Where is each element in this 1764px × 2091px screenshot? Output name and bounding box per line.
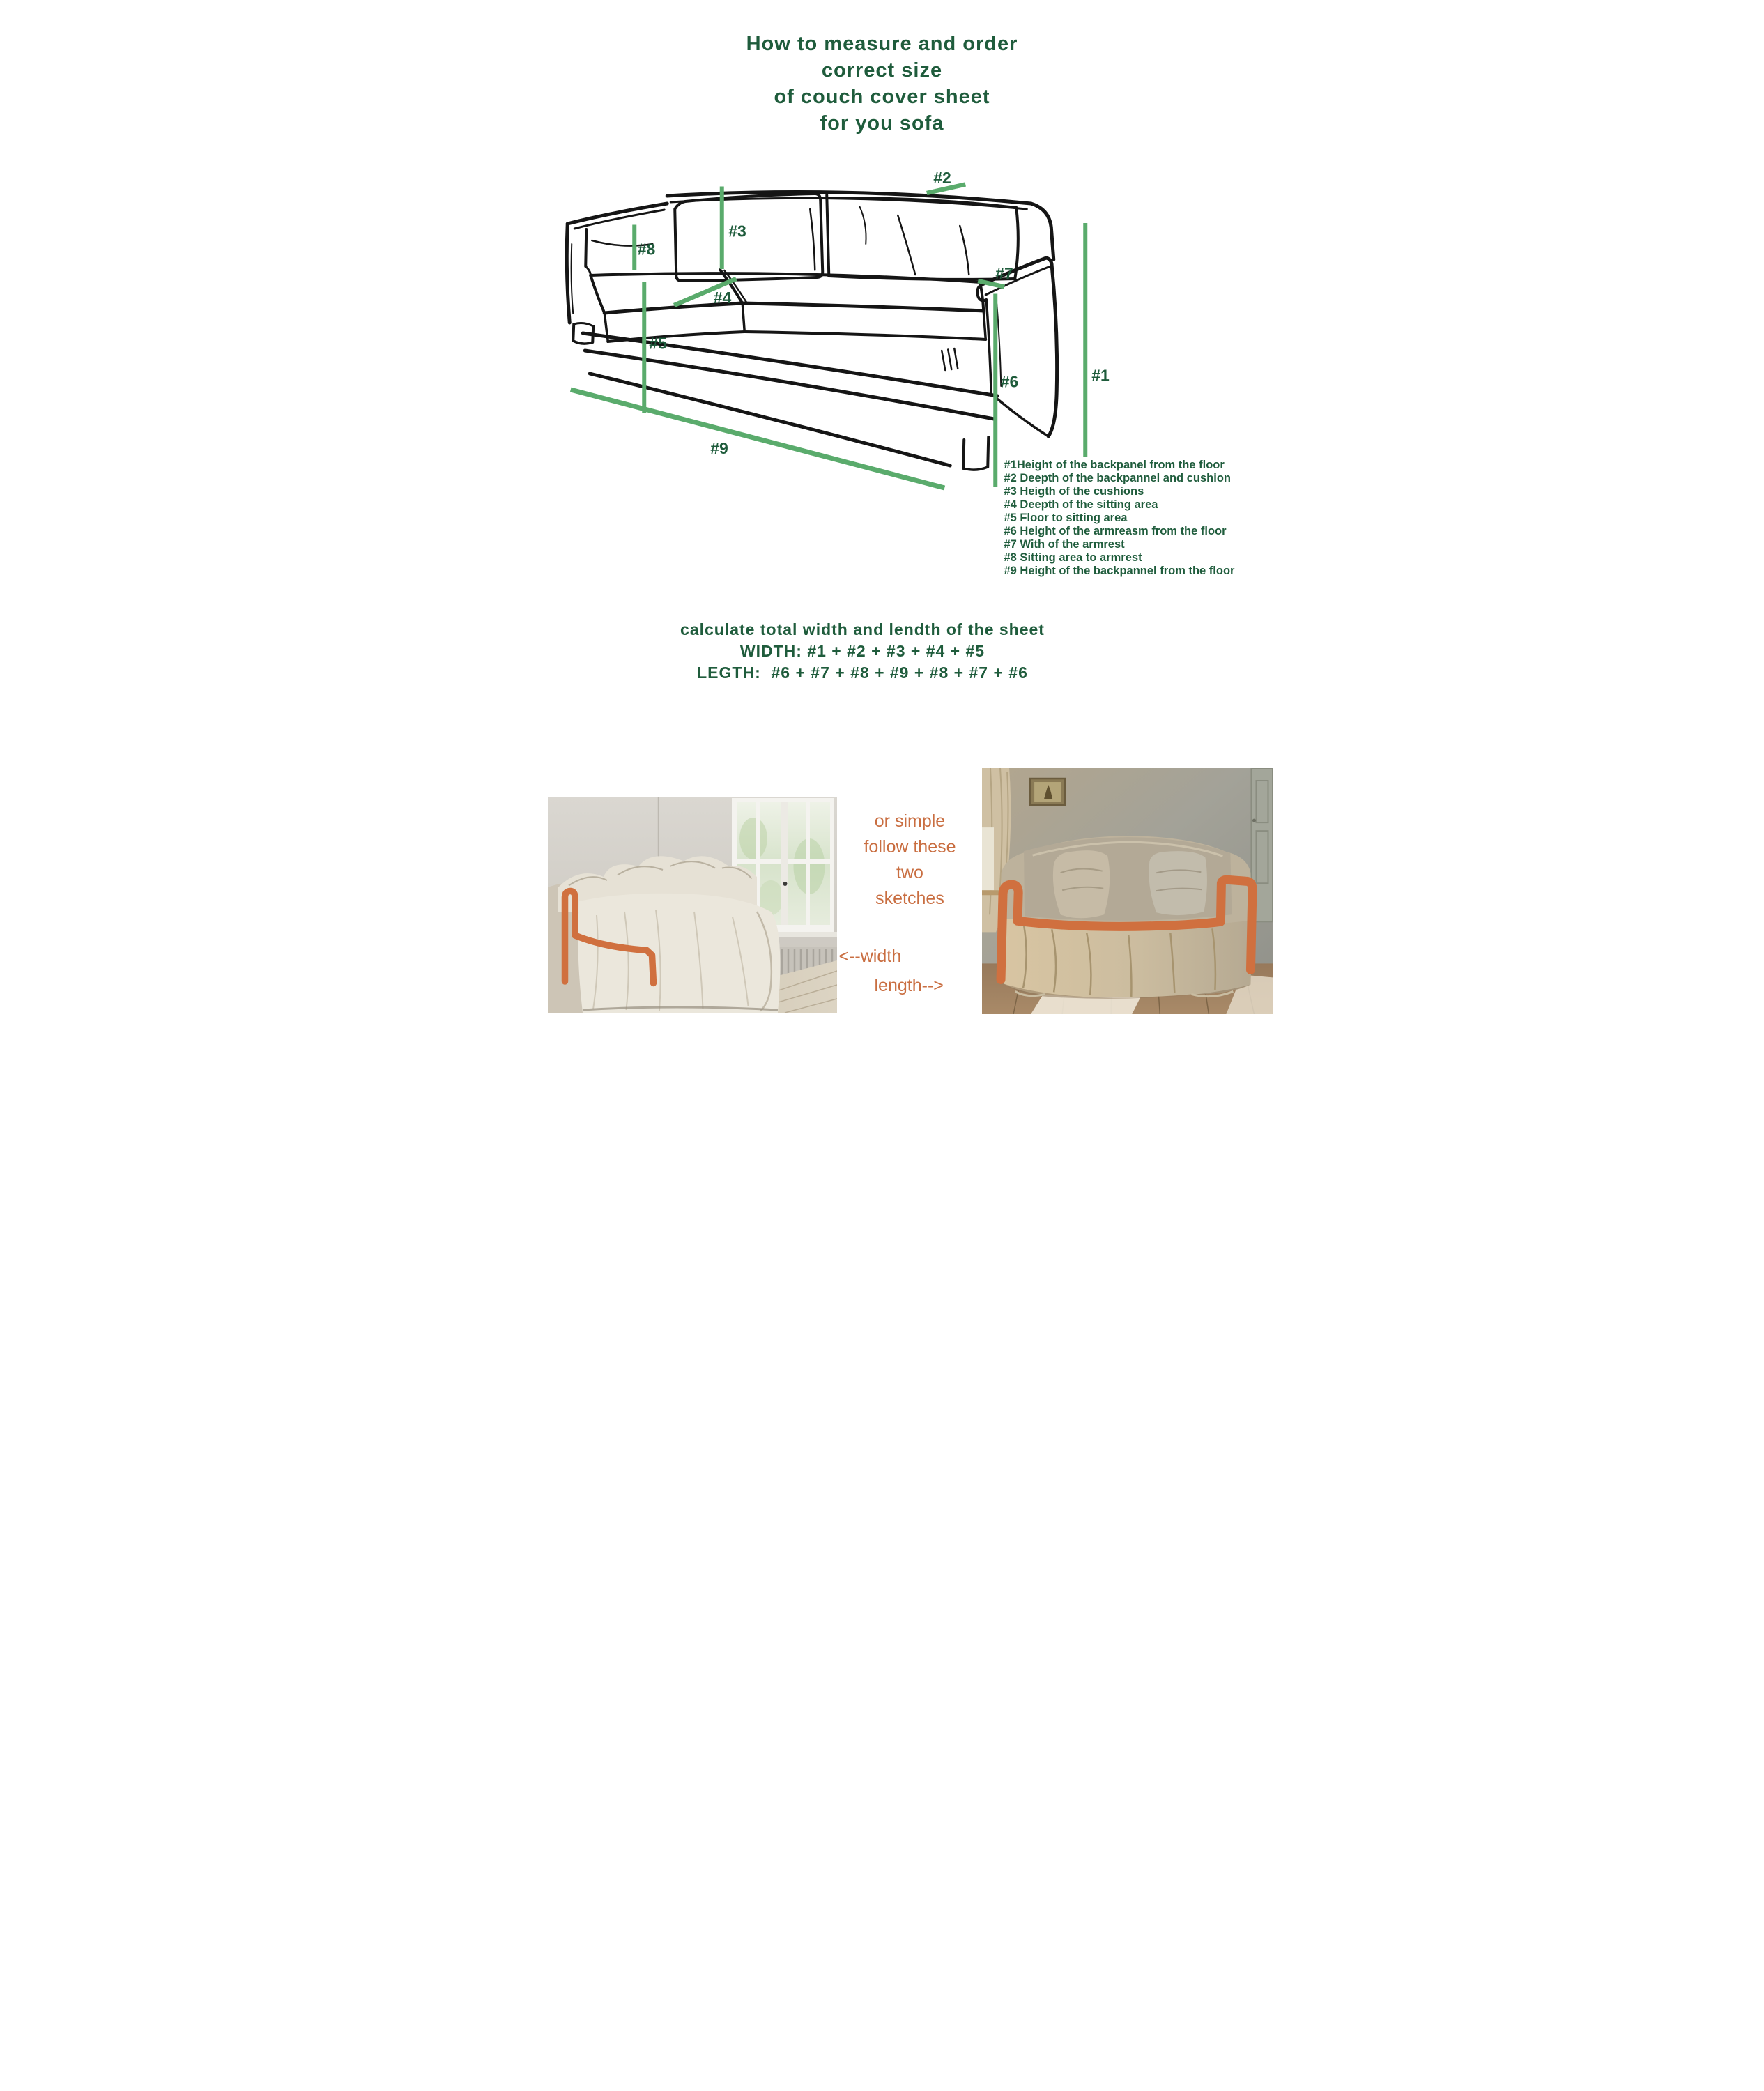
- infographic-page: [441, 0, 1324, 1046]
- length-direction-label: length-->: [874, 976, 944, 995]
- measure-label-3: #3: [728, 222, 746, 240]
- measurement-labels: [637, 169, 1109, 457]
- measure-label-9: #9: [710, 439, 728, 457]
- measure-label-4: #4: [713, 289, 731, 307]
- right-couch-photo: [982, 768, 1273, 1014]
- right-pillow: [1149, 851, 1207, 915]
- note-line-3: two: [896, 863, 923, 882]
- left-couch-photo: [548, 797, 837, 1013]
- legend-item-9: #9 Height of the backpannel from the floor: [1004, 565, 1235, 577]
- measurement-legend: [1004, 459, 1318, 578]
- left-pillow: [1052, 850, 1109, 918]
- title-line-2: correct size: [821, 59, 943, 82]
- right-couch-photo-art: [982, 768, 1273, 1014]
- legend-item-7: #7 With of the armrest: [1004, 538, 1125, 551]
- sofa-measurement-diagram: [441, 157, 1324, 592]
- measure-label-2: #2: [933, 169, 951, 187]
- note-line-1: or simple: [874, 811, 946, 831]
- legend-item-6: #6 Height of the armreasm from the floor: [1004, 525, 1227, 537]
- sketch-note: [837, 809, 983, 912]
- calculation-block: [441, 619, 1284, 684]
- measure-line-9: [570, 390, 944, 488]
- draped-sofa: [1001, 836, 1252, 999]
- note-line-2: follow these: [864, 837, 956, 857]
- legend-item-2: #2 Deepth of the backpannel and cushion: [1004, 472, 1231, 484]
- measure-label-5: #5: [648, 334, 667, 353]
- calc-length-formula: LEGTH: #6 + #7 + #8 + #9 + #8 + #7 + #6: [697, 664, 1028, 682]
- measure-label-8: #8: [637, 240, 655, 259]
- note-line-4: sketches: [875, 889, 944, 908]
- legend-item-5: #5 Floor to sitting area: [1004, 512, 1128, 524]
- width-direction-label: <--width: [838, 947, 902, 966]
- legend-item-1: #1Height of the backpanel from the floor: [1004, 459, 1225, 471]
- calc-width-formula: WIDTH: #1 + #2 + #3 + #4 + #5: [739, 642, 985, 660]
- picture-frame: [1030, 779, 1065, 805]
- legend-item-8: #8 Sitting area to armrest: [1004, 551, 1142, 564]
- measure-label-7: #7: [995, 264, 1013, 282]
- sketch-photos-section: [441, 767, 1324, 1039]
- left-couch-photo-art: [548, 797, 837, 1013]
- title-line-4: for you sofa: [820, 112, 944, 135]
- measure-label-1: #1: [1091, 366, 1110, 385]
- calc-instruction: calculate total width and lendth of the sheet: [680, 620, 1045, 638]
- measure-label-6: #6: [1000, 372, 1018, 391]
- title-line-3: of couch cover sheet: [774, 86, 990, 108]
- sofa-sketch: [567, 192, 1057, 470]
- legend-item-4: #4 Deepth of the sitting area: [1004, 498, 1158, 511]
- legend-item-3: #3 Heigth of the cushions: [1004, 485, 1144, 498]
- title-line-1: How to measure and order: [746, 33, 1018, 55]
- page-title: [441, 31, 1324, 137]
- draped-couch: [548, 856, 780, 1013]
